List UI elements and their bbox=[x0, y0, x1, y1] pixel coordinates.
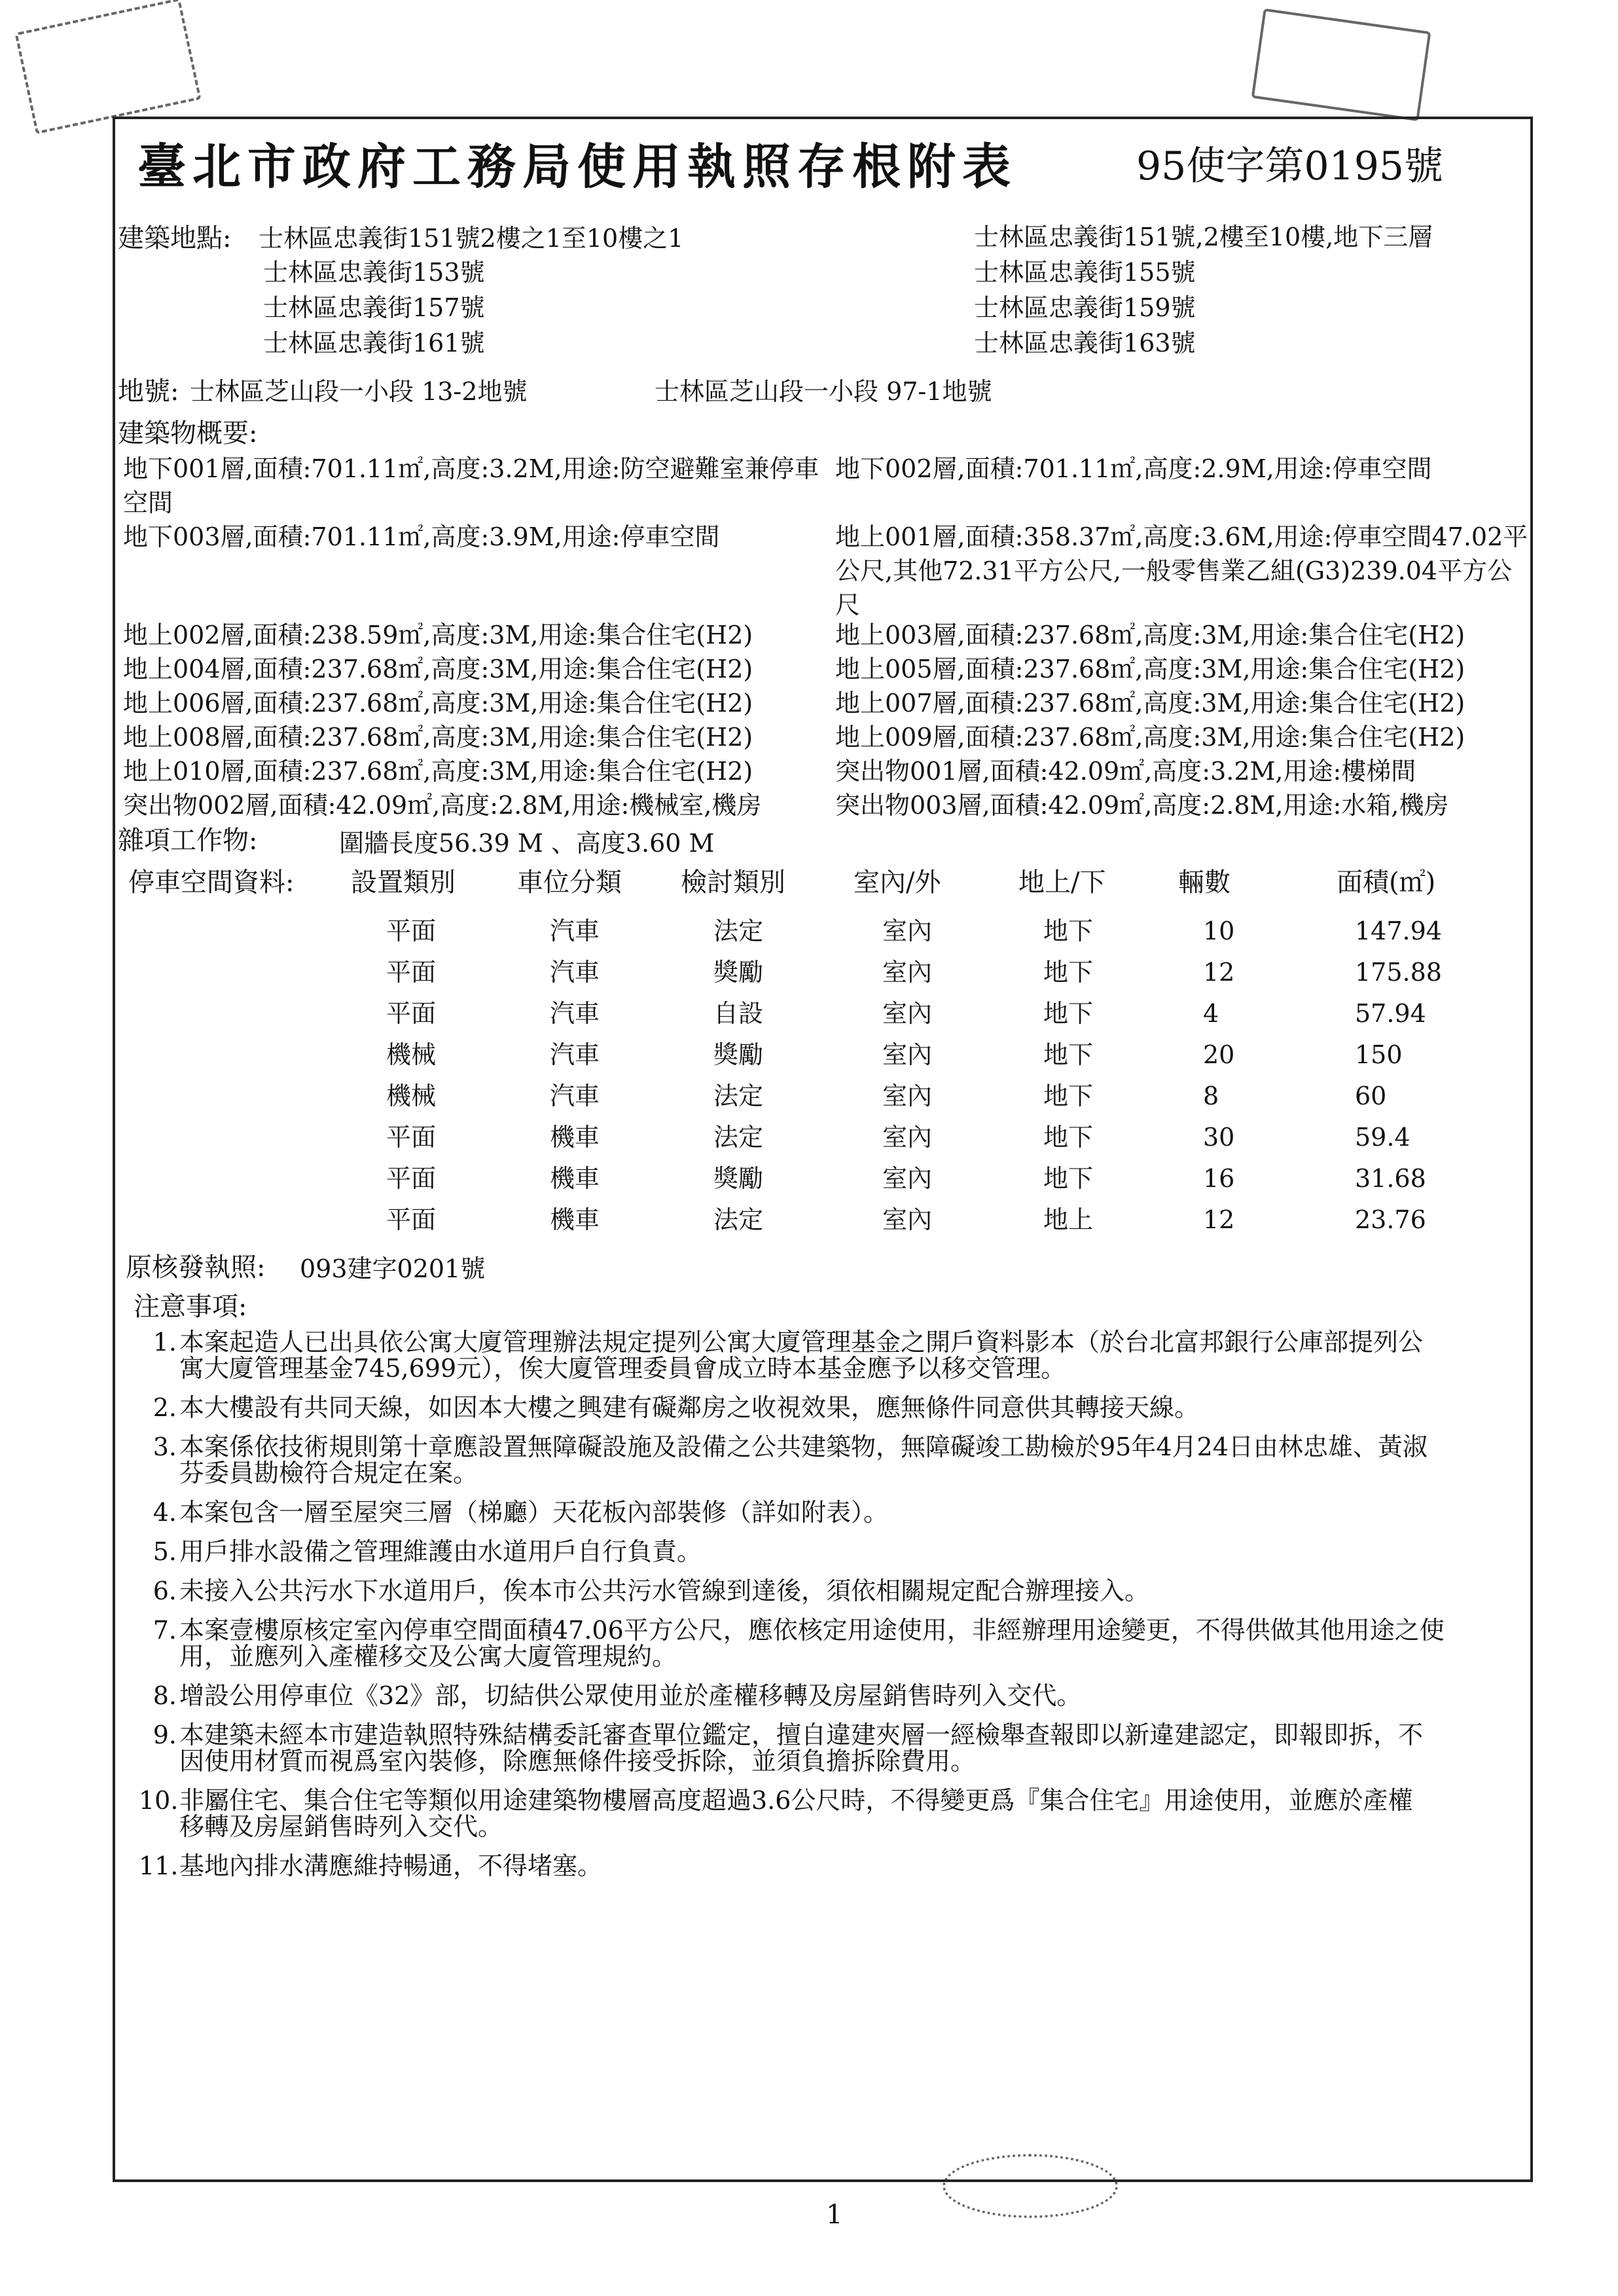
address-left-0: 士林區忠義街151號2樓之1至10樓之1 bbox=[259, 224, 684, 253]
parking-cell-6-4: 地下 bbox=[1043, 1164, 1094, 1193]
note-text: 本案包含一層至屋突三層（梯廳）天花板內部裝修（詳如附表）。 bbox=[179, 1498, 889, 1527]
parking-cell-0-2: 法定 bbox=[713, 917, 764, 945]
address-right-0: 士林區忠義街151號,2樓至10樓,地下三層 bbox=[974, 223, 1433, 251]
parking-cell-5-0: 平面 bbox=[386, 1123, 437, 1152]
parking-header-0: 設置類別 bbox=[351, 867, 456, 898]
note-6-line-0 bbox=[139, 1574, 1520, 1608]
note-text: 用，並應列入產權移交及公寓大廈管理規約。 bbox=[179, 1642, 677, 1671]
parking-cell-2-5: 4 bbox=[1203, 999, 1219, 1028]
parking-cell-5-6: 59.4 bbox=[1355, 1123, 1411, 1152]
note-number: 10. bbox=[139, 1786, 179, 1815]
overview-row-9-col-0: 地上010層,面積:237.68㎡,高度:3M,用途:集合住宅(H2) bbox=[123, 757, 753, 786]
overview-row-7-col-0: 地上006層,面積:237.68㎡,高度:3M,用途:集合住宅(H2) bbox=[123, 689, 753, 718]
note-text: 移轉及房屋銷售時列入交代。 bbox=[179, 1812, 503, 1841]
parking-cell-3-0: 機械 bbox=[386, 1040, 437, 1069]
parking-cell-2-2: 自設 bbox=[713, 999, 764, 1028]
parking-cell-5-4: 地下 bbox=[1043, 1123, 1094, 1152]
parking-cell-4-0: 機械 bbox=[386, 1082, 437, 1110]
parking-cell-1-0: 平面 bbox=[386, 958, 437, 987]
document-title: 臺北市政府工務局使用執照存根附表 bbox=[137, 139, 1017, 195]
parking-cell-7-5: 12 bbox=[1203, 1205, 1235, 1234]
parking-cell-4-3: 室內 bbox=[882, 1082, 933, 1110]
overview-row-5-col-0: 地上002層,面積:238.59㎡,高度:3M,用途:集合住宅(H2) bbox=[123, 621, 753, 649]
misc-value: 圍牆長度56.39 M 、高度3.60 M bbox=[339, 829, 715, 858]
address-label: 建築地點: bbox=[118, 223, 232, 253]
note-text: 未接入公共污水下水道用戶，俟本市公共污水管線到達後，須依相關規定配合辦理接入。 bbox=[179, 1576, 1150, 1605]
parking-cell-7-2: 法定 bbox=[713, 1205, 764, 1234]
parking-cell-5-1: 機車 bbox=[550, 1123, 600, 1152]
note-text: 本大樓設有共同天線，如因本大樓之興建有礙鄰房之收視效果，應無條件同意供其轉接天線。 bbox=[179, 1393, 1200, 1422]
parking-cell-6-3: 室內 bbox=[882, 1164, 933, 1193]
parking-cell-0-0: 平面 bbox=[386, 917, 437, 945]
note-text: 芬委員勘檢符合規定在案。 bbox=[179, 1459, 478, 1487]
note-number: 5. bbox=[153, 1537, 177, 1566]
address-right-3: 士林區忠義街163號 bbox=[974, 329, 1196, 357]
note-number: 11. bbox=[139, 1851, 179, 1880]
note-7-line-1 bbox=[139, 1639, 1520, 1673]
parking-cell-7-6: 23.76 bbox=[1355, 1205, 1426, 1234]
note-text: 本案係依技術規則第十章應設置無障礙設施及設備之公共建築物，無障礙竣工勘檢於95年4月24日由林忠雄、黃淑 bbox=[179, 1432, 1428, 1461]
overview-row-8-col-0: 地上008層,面積:237.68㎡,高度:3M,用途:集合住宅(H2) bbox=[123, 723, 753, 752]
parking-cell-1-4: 地下 bbox=[1043, 958, 1094, 987]
overview-row-6-col-1: 地上005層,面積:237.68㎡,高度:3M,用途:集合住宅(H2) bbox=[835, 655, 1465, 683]
note-4-line-0 bbox=[139, 1495, 1520, 1529]
parking-cell-1-5: 12 bbox=[1203, 958, 1235, 987]
parking-cell-3-2: 獎勵 bbox=[713, 1040, 764, 1069]
parking-cell-4-5: 8 bbox=[1203, 1082, 1219, 1110]
parking-header-3: 室內/外 bbox=[854, 867, 941, 898]
note-number: 9. bbox=[153, 1721, 177, 1749]
overview-row-1-col-0: 空間 bbox=[123, 488, 173, 517]
parking-cell-3-6: 150 bbox=[1355, 1040, 1403, 1069]
address-left-1: 士林區忠義街153號 bbox=[263, 258, 485, 287]
note-text: 寓大廈管理基金745,699元），俟大廈管理委員會成立時本基金應予以移交管理。 bbox=[179, 1354, 1066, 1383]
note-text: 非屬住宅、集合住宅等類似用途建築物樓層高度超過3.6公尺時，不得變更爲『集合住宅』用途使用，並應於產權 bbox=[179, 1786, 1413, 1815]
original-license-value: 093建字0201號 bbox=[300, 1254, 486, 1283]
overview-row-0-col-1: 地下002層,面積:701.11㎡,高度:2.9M,用途:停車空間 bbox=[835, 454, 1432, 483]
parking-cell-4-1: 汽車 bbox=[550, 1082, 600, 1110]
address-right-1: 士林區忠義街155號 bbox=[974, 258, 1196, 287]
parking-cell-0-5: 10 bbox=[1203, 917, 1235, 945]
parking-cell-7-3: 室內 bbox=[882, 1205, 933, 1234]
parking-header-2: 檢討類別 bbox=[681, 867, 785, 898]
lot-value-0: 士林區芝山段一小段 13-2地號 bbox=[190, 377, 528, 406]
note-number: 4. bbox=[153, 1498, 177, 1527]
parking-cell-5-2: 法定 bbox=[713, 1123, 764, 1152]
overview-row-2-col-0: 地下003層,面積:701.11㎡,高度:3.9M,用途:停車空間 bbox=[123, 522, 720, 551]
parking-cell-6-1: 機車 bbox=[550, 1164, 600, 1193]
stamp-top-right bbox=[1251, 9, 1431, 122]
original-license-label: 原核發執照: bbox=[126, 1252, 266, 1283]
lot-value-1: 士林區芝山段一小段 97-1地號 bbox=[655, 377, 992, 406]
note-text: 增設公用停車位《32》部，切結供公眾使用並於產權移轉及房屋銷售時列入交代。 bbox=[179, 1681, 1082, 1710]
address-left-2: 士林區忠義街157號 bbox=[263, 293, 485, 322]
note-text: 用戶排水設備之管理維護由水道用戶自行負責。 bbox=[179, 1537, 702, 1566]
parking-cell-7-1: 機車 bbox=[550, 1205, 600, 1234]
parking-header-6: 面積(㎡) bbox=[1337, 867, 1436, 898]
overview-row-4-col-1: 尺 bbox=[835, 591, 861, 619]
parking-cell-4-4: 地下 bbox=[1043, 1082, 1094, 1110]
note-number: 2. bbox=[153, 1393, 177, 1422]
note-1-line-1 bbox=[139, 1351, 1520, 1385]
overview-row-6-col-0: 地上004層,面積:237.68㎡,高度:3M,用途:集合住宅(H2) bbox=[123, 655, 753, 683]
overview-row-9-col-1: 突出物001層,面積:42.09㎡,高度:3.2M,用途:樓梯間 bbox=[835, 757, 1416, 786]
note-2-line-0 bbox=[139, 1391, 1520, 1425]
note-number: 1. bbox=[153, 1328, 177, 1357]
parking-cell-2-3: 室內 bbox=[882, 999, 933, 1028]
parking-cell-2-1: 汽車 bbox=[550, 999, 600, 1028]
parking-header-4: 地上/下 bbox=[1018, 867, 1106, 898]
note-text: 因使用材質而視爲室內裝修，除應無條件接受拆除，並須負擔拆除費用。 bbox=[179, 1747, 976, 1776]
parking-cell-5-3: 室內 bbox=[882, 1123, 933, 1152]
parking-cell-6-2: 獎勵 bbox=[713, 1164, 764, 1193]
parking-header-1: 車位分類 bbox=[517, 867, 622, 898]
parking-cell-3-1: 汽車 bbox=[550, 1040, 600, 1069]
overview-row-5-col-1: 地上003層,面積:237.68㎡,高度:3M,用途:集合住宅(H2) bbox=[835, 621, 1465, 649]
page-number: 1 bbox=[826, 2200, 843, 2230]
parking-cell-7-0: 平面 bbox=[386, 1205, 437, 1234]
parking-header-5: 輛數 bbox=[1178, 867, 1231, 898]
parking-cell-1-3: 室內 bbox=[882, 958, 933, 987]
overview-label: 建築物概要: bbox=[118, 418, 258, 448]
parking-cell-3-5: 20 bbox=[1203, 1040, 1235, 1069]
parking-cell-4-2: 法定 bbox=[713, 1082, 764, 1110]
note-number: 6. bbox=[153, 1576, 177, 1605]
overview-row-0-col-0: 地下001層,面積:701.11㎡,高度:3.2M,用途:防空避難室兼停車 bbox=[123, 454, 819, 483]
overview-row-3-col-1: 公尺,其他72.31平方公尺,一般零售業乙組(G3)239.04平方公 bbox=[835, 556, 1513, 585]
parking-cell-6-0: 平面 bbox=[386, 1164, 437, 1193]
misc-label: 雜項工作物: bbox=[118, 826, 258, 856]
parking-cell-6-6: 31.68 bbox=[1355, 1164, 1426, 1193]
lot-label: 地號: bbox=[118, 376, 179, 407]
overview-row-10-col-0: 突出物002層,面積:42.09㎡,高度:2.8M,用途:機械室,機房 bbox=[123, 791, 762, 820]
address-right-2: 士林區忠義街159號 bbox=[974, 293, 1196, 322]
note-text: 本建築未經本市建造執照特殊結構委託審查單位鑑定，擅自違建夾層一經檢舉查報即以新違建認定，即報即拆，不 bbox=[179, 1721, 1424, 1749]
note-10-line-1 bbox=[139, 1810, 1520, 1844]
parking-cell-1-6: 175.88 bbox=[1355, 958, 1442, 987]
note-text: 基地內排水溝應維持暢通，不得堵塞。 bbox=[179, 1851, 603, 1880]
note-number: 3. bbox=[153, 1432, 177, 1461]
parking-cell-1-2: 獎勵 bbox=[713, 958, 764, 987]
note-text: 本案壹樓原核定室內停車空間面積47.06平方公尺，應依核定用途使用，非經辦理用途變更，不得供做其他用途之使 bbox=[179, 1616, 1445, 1645]
parking-cell-4-6: 60 bbox=[1355, 1082, 1387, 1110]
parking-cell-2-4: 地下 bbox=[1043, 999, 1094, 1028]
stamp-top-left bbox=[14, 0, 201, 134]
overview-row-2-col-1: 地上001層,面積:358.37㎡,高度:3.6M,用途:停車空間47.02平 bbox=[835, 522, 1528, 551]
note-text: 本案起造人已出具依公寓大廈管理辦法規定提列公寓大廈管理基金之開戶資料影本（於台北富邦銀行公庫部提列公 bbox=[179, 1328, 1424, 1357]
note-5-line-0 bbox=[139, 1535, 1520, 1569]
parking-cell-5-5: 30 bbox=[1203, 1123, 1235, 1152]
overview-row-10-col-1: 突出物003層,面積:42.09㎡,高度:2.8M,用途:水箱,機房 bbox=[835, 791, 1449, 820]
parking-cell-6-5: 16 bbox=[1203, 1164, 1235, 1193]
parking-cell-3-3: 室內 bbox=[882, 1040, 933, 1069]
notes-label: 注意事項: bbox=[134, 1292, 247, 1322]
note-11-line-0 bbox=[139, 1849, 1520, 1883]
parking-cell-0-1: 汽車 bbox=[550, 917, 600, 945]
parking-cell-2-6: 57.94 bbox=[1355, 999, 1426, 1028]
overview-row-8-col-1: 地上009層,面積:237.68㎡,高度:3M,用途:集合住宅(H2) bbox=[835, 723, 1465, 752]
parking-cell-0-6: 147.94 bbox=[1355, 917, 1442, 945]
parking-cell-2-0: 平面 bbox=[386, 999, 437, 1028]
note-3-line-1 bbox=[139, 1456, 1520, 1490]
parking-label: 停車空間資料: bbox=[128, 867, 295, 898]
note-8-line-0 bbox=[139, 1679, 1520, 1713]
parking-cell-1-1: 汽車 bbox=[550, 958, 600, 987]
parking-cell-0-4: 地下 bbox=[1043, 917, 1094, 945]
note-number: 8. bbox=[153, 1681, 177, 1710]
note-9-line-1 bbox=[139, 1744, 1520, 1778]
parking-cell-3-4: 地下 bbox=[1043, 1040, 1094, 1069]
parking-cell-7-4: 地上 bbox=[1043, 1205, 1094, 1234]
parking-cell-0-3: 室內 bbox=[882, 917, 933, 945]
note-number: 7. bbox=[153, 1616, 177, 1645]
overview-row-7-col-1: 地上007層,面積:237.68㎡,高度:3M,用途:集合住宅(H2) bbox=[835, 689, 1465, 718]
address-left-3: 士林區忠義街161號 bbox=[263, 329, 485, 357]
permit-number: 95使字第0195號 bbox=[1136, 143, 1444, 189]
